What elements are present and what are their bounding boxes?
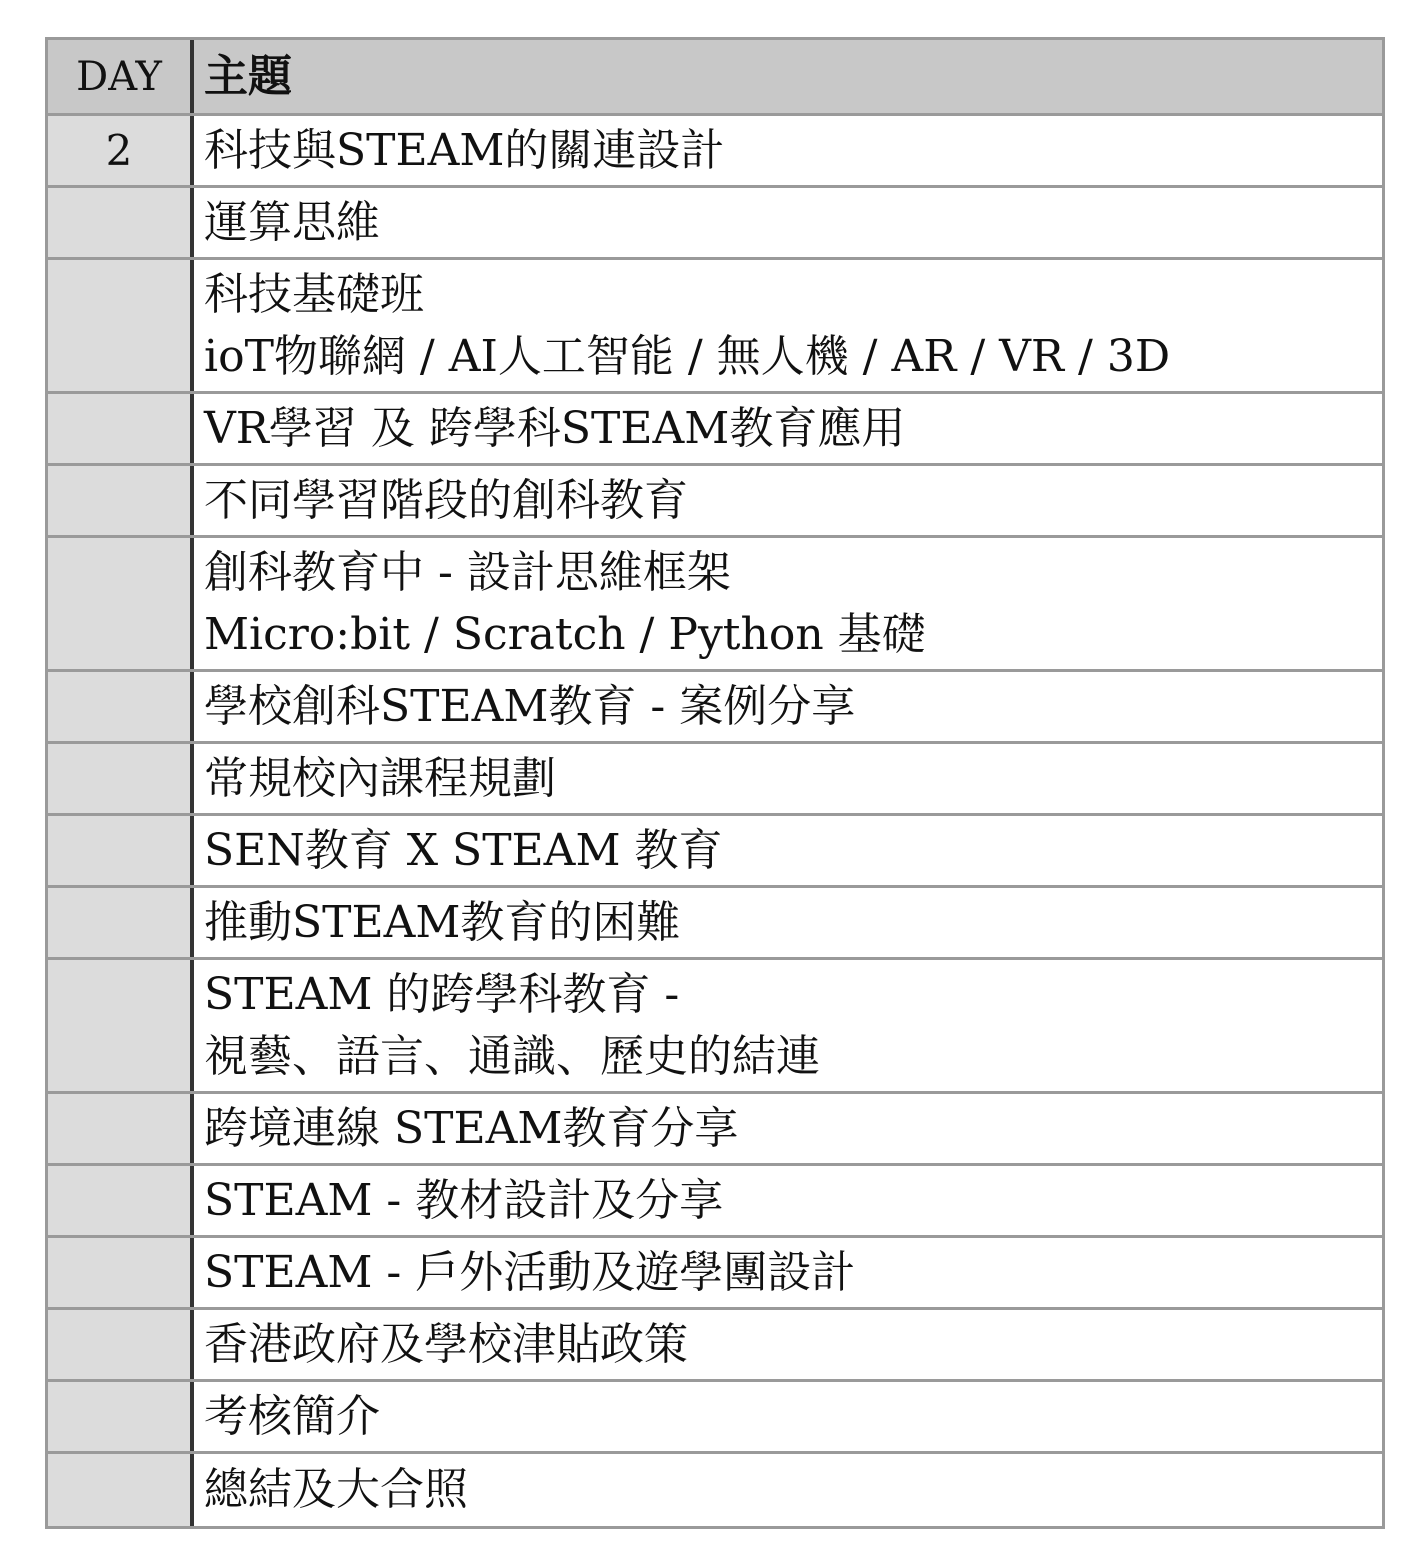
table-row: [48, 1238, 1382, 1310]
topic-cell: [194, 466, 1382, 535]
topic-line: STEAM - 戶外活動及遊學團設計: [204, 1246, 856, 1298]
day-cell: [48, 1166, 194, 1235]
topic-cell: [194, 960, 1382, 1091]
topic-line: 考核簡介: [204, 1390, 380, 1442]
day-cell: [48, 960, 194, 1091]
table-row: [48, 1094, 1382, 1166]
topic-line: 香港政府及學校津貼政策: [204, 1318, 688, 1370]
topic-line: 不同學習階段的創科教育: [204, 474, 688, 526]
topic-line: Micro:bit / Scratch / Python 基礎: [204, 608, 926, 660]
topic-line: 科技基礎班: [204, 268, 424, 320]
topic-line: STEAM 的跨學科教育 -: [204, 968, 680, 1020]
table-row: [48, 1310, 1382, 1382]
table-row: [48, 1166, 1382, 1238]
topic-line: SEN教育 X STEAM 教育: [204, 824, 723, 876]
day-cell: [48, 260, 194, 391]
table-body: [48, 116, 1382, 1526]
topic-cell: [194, 188, 1382, 257]
table-row: [48, 672, 1382, 744]
topic-line: STEAM - 教材設計及分享: [204, 1174, 724, 1226]
topic-cell: [194, 1238, 1382, 1307]
topic-line: 運算思維: [204, 196, 380, 248]
topic-line: 推動STEAM教育的困難: [204, 896, 681, 948]
topic-line: 常規校內課程規劃: [204, 752, 556, 804]
topic-line: 視藝、語言、通識、歷史的結連: [204, 1030, 820, 1082]
day-cell: [48, 1454, 194, 1526]
topic-cell: [194, 816, 1382, 885]
table-row: [48, 960, 1382, 1094]
day-cell: [48, 1238, 194, 1307]
day-cell: [48, 672, 194, 741]
day-cell: [48, 744, 194, 813]
day-cell: [48, 188, 194, 257]
topic-cell: [194, 1382, 1382, 1451]
table-row: [48, 816, 1382, 888]
topic-cell: [194, 1094, 1382, 1163]
topic-cell: [194, 1166, 1382, 1235]
day-cell: [48, 538, 194, 669]
day-cell: [48, 888, 194, 957]
day-cell: [48, 816, 194, 885]
table-row: [48, 1454, 1382, 1526]
topic-cell: [194, 260, 1382, 391]
topic-cell: [194, 538, 1382, 669]
topic-cell: [194, 116, 1382, 185]
table-row: [48, 1382, 1382, 1454]
table-row: [48, 116, 1382, 188]
topic-line: VR學習 及 跨學科STEAM教育應用: [204, 402, 906, 454]
topic-line: 科技與STEAM的關連設計: [204, 124, 725, 176]
topic-column-header: 主題: [204, 50, 292, 102]
day-cell: [48, 466, 194, 535]
day-cell: 2: [48, 116, 194, 185]
table-header-row: [48, 40, 1382, 116]
day-cell: [48, 1310, 194, 1379]
table-row: [48, 888, 1382, 960]
day-cell: [48, 1094, 194, 1163]
table-row: [48, 538, 1382, 672]
topic-line: 跨境連線 STEAM教育分享: [204, 1102, 739, 1154]
topic-cell: [194, 672, 1382, 741]
topic-line: ioT物聯網 / AI人工智能 / 無人機 / AR / VR / 3D: [204, 330, 1171, 382]
day-column-header: DAY: [48, 40, 194, 113]
table-row: [48, 260, 1382, 394]
topic-cell: [194, 394, 1382, 463]
topic-line: 學校創科STEAM教育 - 案例分享: [204, 680, 856, 732]
table-row: [48, 744, 1382, 816]
topic-cell: [194, 744, 1382, 813]
topic-cell: [194, 1454, 1382, 1526]
topic-line: 總結及大合照: [204, 1464, 468, 1515]
day-cell: [48, 394, 194, 463]
table-row: [48, 188, 1382, 260]
table-row: [48, 394, 1382, 466]
topic-line: 創科教育中 - 設計思維框架: [204, 546, 731, 598]
day-cell: [48, 1382, 194, 1451]
table-row: [48, 466, 1382, 538]
topic-cell: [194, 1310, 1382, 1379]
schedule-table: [45, 37, 1385, 1529]
topic-cell: [194, 888, 1382, 957]
